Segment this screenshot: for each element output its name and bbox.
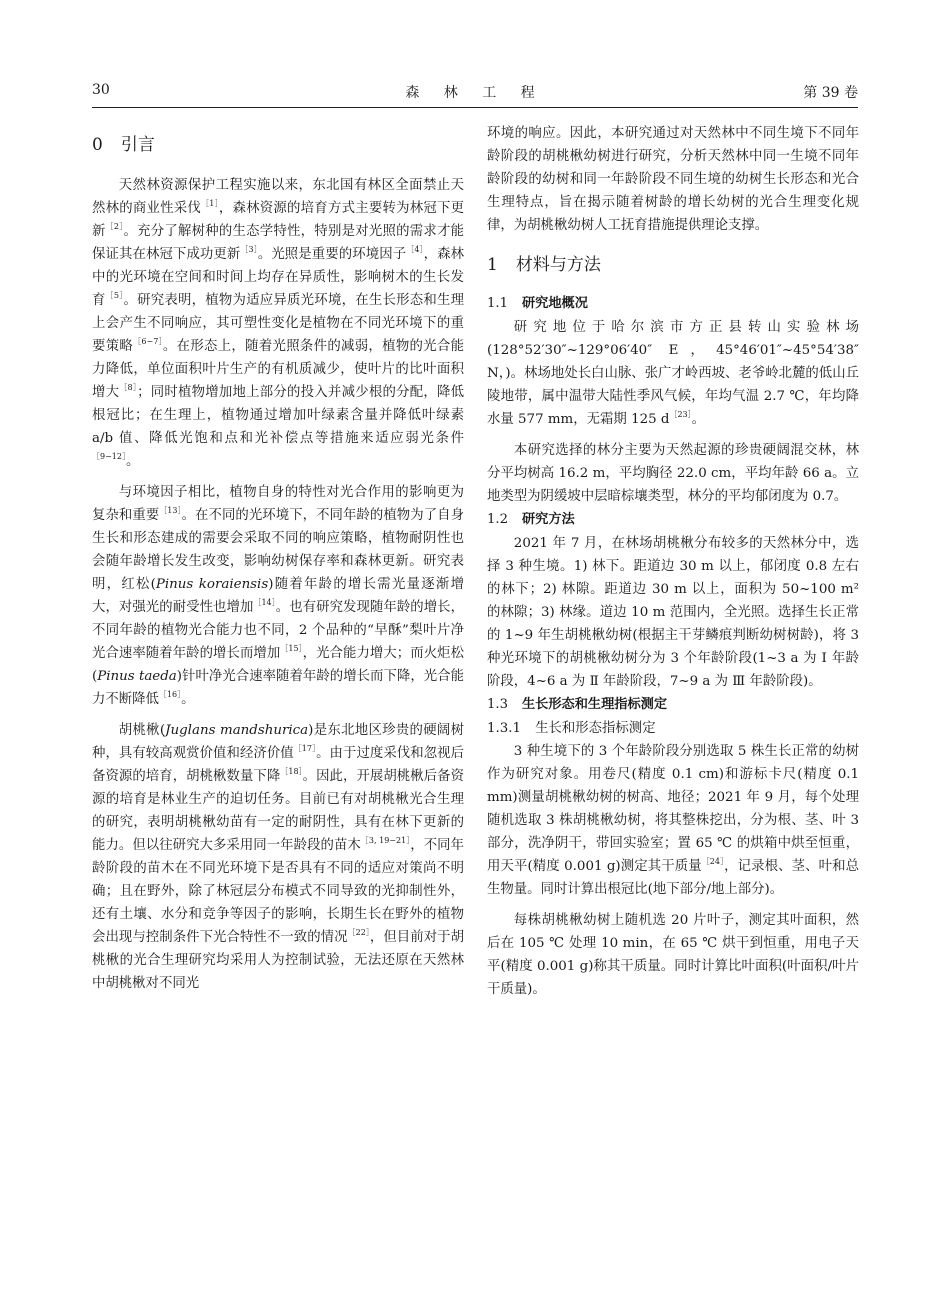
citation[interactable]: ［8］ (119, 383, 138, 392)
citation[interactable]: ［14］ (253, 598, 276, 607)
subsection-heading: 1.2 研究方法 (487, 512, 575, 527)
header-rule (92, 107, 858, 108)
citation[interactable]: ［3］ (240, 245, 258, 254)
citation[interactable]: ［3, 19−21］ (360, 836, 411, 845)
subsection-heading: 1.1 研究地概况 (487, 296, 588, 311)
subsection-heading: 1.3 生长形态和生理指标测定 (487, 697, 668, 712)
paragraph: 与环境因子相比，植物自身的特性对光合作用的影响更为复杂和重要$^{[13]}$。在不同的光环境下，不同年龄的植物为了自身生长和形态建成的需要会采取不同的响应策略，植物耐阴性也会随年龄增长发生改变，影响幼树保存率和森林更新。研究表明，红松(Pinus koraiensis)随着年龄的增长需光量逐渐增大，对强光的耐受性也增加$^{[14]}$。也有研究发现随年龄的增长，不同年龄的植物光合能力也不同，2 个品种的“早酥”梨叶片净光合速率随着年龄的增长而增加$^{[15]}$，光合能力增大；而火炬松(Pinus taeda)针叶净光合速率随着年龄的增长而下降，光合能力不断降低$^{[16]}$。 (92, 485, 465, 707)
citation[interactable]: ［1］ (201, 199, 219, 208)
paragraph: 本研究选择的林分主要为天然起源的珍贵硬阔混交林，林分平均树高 16.2 m，平均胸径 22.0 cm，平均年龄 66 a。立地类型为阴缓坡中层暗棕壤类型，林分的平均郁闭度为 0.7。 (487, 443, 859, 504)
paragraph: 环境的响应。因此，本研究通过对天然林中不同生境下不同年龄阶段的胡桃楸幼树进行研究，分析天然林中同一生境不同年龄阶段的幼树和同一年龄阶段不同生境的幼树生长形态和光合生理特点，旨在揭示随着树龄的增长幼树的光合生理变化规律，为胡桃楸幼树人工抚育措施提供理论支撑。 (487, 126, 859, 233)
citation[interactable]: ［2］ (105, 222, 124, 231)
citation[interactable]: ［22］ (347, 928, 370, 937)
citation[interactable]: ［16］ (158, 690, 182, 699)
citation[interactable]: ［6−7］ (133, 337, 163, 346)
subsubsection-heading: 1.3.1 生长和形态指标测定 (487, 721, 656, 736)
citation[interactable]: ［18］ (280, 767, 303, 776)
volume-label: 第 39 卷 (803, 85, 858, 101)
paragraph: 研究地位于哈尔滨市方正县转山实验林场(128°52′30″~129°06′40″ E，45°46′01″~45°54′38″ N，)。林场地处长白山脉、张广才岭西坡、老爷岭北麓的低山丘陵地带，属中温带大陆性季风气候，年均气温 2.7 ℃，年均降水量 577 mm，无霜期 125 $d^{[23]}$。 (487, 320, 859, 427)
species-name: Juglans mandshurica (165, 723, 309, 738)
page-number: 30 (92, 82, 110, 98)
section-heading-intro: 0 引言 (92, 135, 155, 155)
paragraph: 3 种生境下的 3 个年龄阶段分别选取 5 株生长正常的幼树作为研究对象。用卷尺(精度 0.1 cm)和游标卡尺(精度 0.1 mm)测量胡桃楸幼树的树高、地径；2021 年 9 月，每个处理随机选取 3 株胡桃楸幼树，将其整株挖出，分为根、茎、叶 3 部分，洗净阴干，带回实验室；置 65 ℃ 的烘箱中烘至恒重，用天平(精度 0.001 g)测定其干质量$^{[24]}$，记录根、茎、叶和总生物量。同时计算出根冠比(地下部分/地上部分)。 (487, 744, 859, 897)
paragraph: 胡桃楸(Juglans mandshurica)是东北地区珍贵的硬阔树种，具有较高观赏价值和经济价值$^{[17]}$。由于过度采伐和忽视后备资源的培育，胡桃楸数量下降$^{[18]}$。因此，开展胡桃楸后备资源的培育是林业生产的迫切任务。目前已有对胡桃楸光合生理的研究，表明胡桃楸幼苗有一定的耐阴性，具有在林下更新的能力。但以往研究大多采用同一年龄段的苗木$^{[3, 19-21]}$，不同年龄阶段的苗木在不同光环境下是否具有不同的适应对策尚不明确；且在野外，除了林冠层分布模式不同导致的光抑制性外，还有土壤、水分和竞争等因子的影响，长期生长在野外的植物会出现与控制条件下光合特性不一致的情况$^{[22]}$，但目前对于胡桃楸的光合生理研究均采用人为控制试验，无法还原在天然林中胡桃楸对不同光 (92, 723, 465, 991)
citation[interactable]: ［17］ (293, 744, 317, 753)
species-name: Pinus taeda (97, 669, 177, 684)
species-name: Pinus koraiensis (155, 577, 269, 592)
paragraph: 2021 年 7 月，在林场胡桃楸分布较多的天然林分中，选择 3 种生境。1) 林下。距道边 30 m 以上，郁闭度 0.8 左右的林下；2) 林隙。距道边 30 m 以上，面积为 50~100 m² 的林隙；3) 林缘。道边 10 m 范围内，全光照。选择生长正常的 1~9 年生胡桃楸幼树(根据主干芽鳞痕判断幼树树龄)，将 3 种光环境下的胡桃楸幼树分为 3 个年龄阶段(1~3 a 为 Ⅰ 年龄阶段，4~6 a 为 Ⅱ 年龄阶段，7~9 a 为 Ⅲ 年龄阶段)。 (487, 536, 859, 689)
citation[interactable]: ［4］ (406, 245, 424, 254)
journal-title: 森 林 工 程 (405, 85, 545, 101)
citation[interactable]: ［9−12］ (92, 452, 126, 461)
paragraph: 天然林资源保护工程实施以来，东北国有林区全面禁止天然林的商业性采伐$^{[1]}$，森林资源的培育方式主要转为林冠下更新$^{[2]}$。充分了解树种的生态学特性，特别是对光照的需求才能保证其在林冠下成功更新$^{[3]}$。光照是重要的环境因子$^{[4]}$，森林中的光环境在空间和时间上均存在异质性，影响树木的生长发育$^{[5]}$。研究表明，植物为适应异质光环境，在生长形态和生理上会产生不同响应，其可塑性变化是植物在不同光环境下的重要策略$^{[6-7]}$。在形态上，随着光照条件的减弱，植物的光合能力降低，单位面积叶片生产的有机质减少，使叶片的比叶面积增大$^{[8]}$；同时植物增加地上部分的投入并减少根的分配，降低根冠比；在生理上，植物通过增加叶绿素含量并降低叶绿素 a/b 值、降低光饱和点和光补偿点等措施来适应弱光条件$^{[9-12]}$。 (92, 178, 465, 469)
running-header (92, 82, 858, 108)
left-column (92, 122, 464, 995)
section-heading-methods: 1 材料与方法 (487, 255, 601, 275)
citation[interactable]: ［15］ (280, 644, 303, 653)
citation[interactable]: ［13］ (159, 506, 182, 515)
citation[interactable]: ［5］ (105, 291, 124, 300)
citation[interactable]: ［24］ (701, 857, 725, 866)
citation[interactable]: ［23］ (669, 410, 692, 419)
paragraph: 每株胡桃楸幼树上随机选 20 片叶子，测定其叶面积，然后在 105 ℃ 处理 10 min，在 65 ℃ 烘干到恒重，用电子天平(精度 0.001 g)称其干质量。同时计算比叶面积(叶面积/叶片干质量)。 (487, 913, 859, 997)
right-column (487, 122, 859, 1001)
